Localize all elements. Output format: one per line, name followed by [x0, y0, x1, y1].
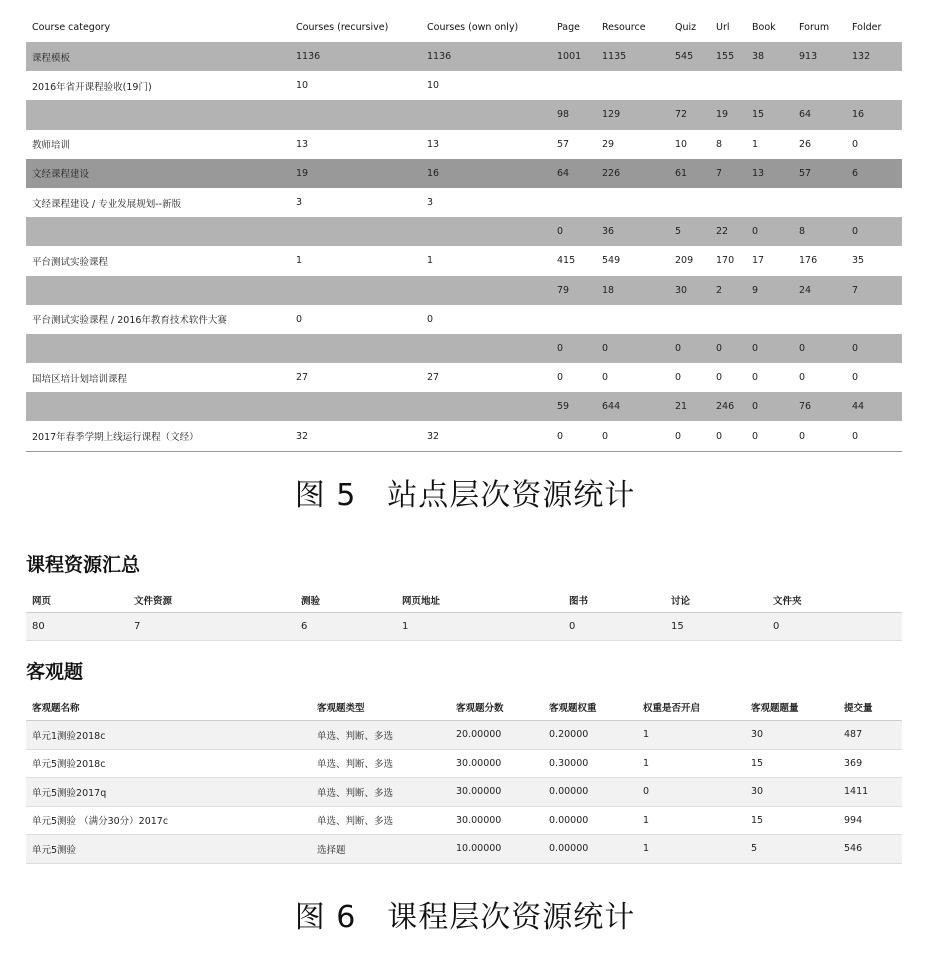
col-url[interactable]: Url [716, 21, 730, 33]
count-cell [290, 392, 421, 421]
question-value-cell: 0.00000 [543, 778, 637, 807]
count-cell: 57 [551, 130, 596, 159]
site-table-header [26, 12, 902, 42]
count-cell: 32 [290, 421, 421, 451]
count-cell [669, 71, 710, 100]
count-cell: 10 [669, 130, 710, 159]
count-cell: 0 [746, 363, 793, 392]
question-value-cell: 单选、判断、多选 [311, 806, 450, 835]
count-cell [421, 100, 551, 129]
col-folder[interactable]: Folder [852, 21, 882, 33]
count-cell [596, 305, 669, 334]
question-value-cell: 1 [637, 721, 745, 750]
question-value-cell: 0.00000 [543, 835, 637, 864]
count-cell: 176 [793, 246, 846, 275]
question-value-cell: 369 [838, 749, 902, 778]
category-name-cell: 教师培训 [26, 130, 290, 159]
count-cell: 0 [596, 334, 669, 363]
count-cell: 26 [793, 130, 846, 159]
table-row [26, 159, 902, 188]
count-cell: 549 [596, 246, 669, 275]
count-cell: 545 [669, 42, 710, 71]
table-row [26, 806, 902, 835]
count-cell: 1 [421, 246, 551, 275]
count-cell: 1136 [421, 42, 551, 71]
count-cell: 15 [746, 100, 793, 129]
count-cell: 1 [290, 246, 421, 275]
count-cell [421, 334, 551, 363]
question-value-cell: 30.00000 [450, 806, 543, 835]
count-cell: 0 [793, 363, 846, 392]
count-cell: 155 [710, 42, 746, 71]
count-cell: 0 [710, 421, 746, 451]
category-name-cell: 平台测试实验课程 / 2016年教育技术软件大赛 [26, 305, 290, 334]
col-quiz[interactable]: Quiz [675, 21, 697, 33]
count-cell: 913 [793, 42, 846, 71]
summary-cell: 6 [295, 613, 396, 641]
count-cell: 0 [793, 334, 846, 363]
figure-5-caption: 图 5 站点层次资源统计 [294, 478, 636, 513]
table-row [26, 363, 902, 392]
category-name-cell: 文经课程建设 / 专业发展规划--新版 [26, 188, 290, 217]
table-row [26, 334, 902, 363]
question-name-cell: 单元5测验 （满分30分）2017c [26, 806, 311, 835]
question-value-cell: 0.00000 [543, 806, 637, 835]
category-name-cell: 2017年春季学期上线运行课程（文经） [26, 421, 290, 451]
count-cell: 3 [290, 188, 421, 217]
question-value-cell: 1411 [838, 778, 902, 807]
count-cell [793, 188, 846, 217]
count-cell: 0 [746, 334, 793, 363]
count-cell: 8 [710, 130, 746, 159]
count-cell [710, 188, 746, 217]
col-folder: 文件夹 [767, 588, 902, 613]
count-cell: 2 [710, 276, 746, 305]
count-cell: 9 [746, 276, 793, 305]
count-cell: 0 [669, 421, 710, 451]
col-course-category[interactable]: Course category [32, 21, 111, 33]
question-value-cell: 0 [637, 778, 745, 807]
count-cell [551, 71, 596, 100]
count-cell [596, 188, 669, 217]
category-name-cell [26, 334, 290, 363]
count-cell: 59 [551, 392, 596, 421]
question-value-cell: 单选、判断、多选 [311, 721, 450, 750]
count-cell: 57 [793, 159, 846, 188]
count-cell [793, 71, 846, 100]
summary-cell: 1 [396, 613, 563, 641]
col-page[interactable]: Page [557, 21, 580, 33]
count-cell: 246 [710, 392, 746, 421]
question-value-cell: 1 [637, 835, 745, 864]
count-cell: 0 [846, 421, 902, 451]
figure-6-caption: 图 6 课程层次资源统计 [294, 900, 636, 935]
col-courses-own[interactable]: Courses (own only) [427, 21, 519, 33]
summary-cell: 0 [563, 613, 665, 641]
count-cell [290, 276, 421, 305]
question-value-cell: 单选、判断、多选 [311, 749, 450, 778]
count-cell: 415 [551, 246, 596, 275]
question-value-cell: 30.00000 [450, 749, 543, 778]
question-value-cell: 546 [838, 835, 902, 864]
count-cell: 16 [846, 100, 902, 129]
count-cell: 7 [846, 276, 902, 305]
count-cell: 1 [746, 130, 793, 159]
summary-cell: 80 [26, 613, 128, 641]
count-cell: 0 [746, 392, 793, 421]
question-value-cell: 487 [838, 721, 902, 750]
count-cell: 0 [551, 421, 596, 451]
col-question-score: 客观题分数 [450, 694, 543, 721]
question-name-cell: 单元5测验2018c [26, 749, 311, 778]
count-cell [551, 188, 596, 217]
count-cell: 64 [551, 159, 596, 188]
category-name-cell: 课程模板 [26, 42, 290, 71]
count-cell: 8 [793, 217, 846, 246]
count-cell [290, 334, 421, 363]
count-cell: 209 [669, 246, 710, 275]
count-cell: 36 [596, 217, 669, 246]
count-cell: 0 [846, 217, 902, 246]
col-question-name: 客观题名称 [26, 694, 311, 721]
count-cell: 17 [746, 246, 793, 275]
count-cell: 0 [846, 363, 902, 392]
count-cell: 0 [290, 305, 421, 334]
count-cell: 0 [846, 130, 902, 159]
count-cell: 29 [596, 130, 669, 159]
count-cell [551, 305, 596, 334]
question-value-cell: 5 [745, 835, 838, 864]
category-name-cell: 文经课程建设 [26, 159, 290, 188]
count-cell: 21 [669, 392, 710, 421]
count-cell [746, 188, 793, 217]
count-cell: 644 [596, 392, 669, 421]
count-cell [669, 305, 710, 334]
site-resource-table [26, 12, 902, 452]
count-cell: 0 [710, 334, 746, 363]
category-name-cell: 平台测试实验课程 [26, 246, 290, 275]
count-cell: 0 [551, 363, 596, 392]
question-value-cell: 选择题 [311, 835, 450, 864]
count-cell: 0 [596, 421, 669, 451]
count-cell: 0 [551, 217, 596, 246]
count-cell: 13 [290, 130, 421, 159]
summary-cell: 15 [665, 613, 767, 641]
count-cell: 0 [669, 334, 710, 363]
count-cell: 76 [793, 392, 846, 421]
resource-summary-table [26, 588, 902, 641]
table-row [26, 246, 902, 275]
count-cell: 0 [846, 334, 902, 363]
count-cell: 27 [421, 363, 551, 392]
count-cell [290, 217, 421, 246]
col-resource[interactable]: Resource [602, 21, 646, 33]
count-cell [846, 71, 902, 100]
table-row [26, 42, 902, 71]
category-name-cell [26, 276, 290, 305]
table-row [26, 835, 902, 864]
table-row [26, 749, 902, 778]
question-value-cell: 单选、判断、多选 [311, 778, 450, 807]
count-cell: 79 [551, 276, 596, 305]
col-courses-recursive[interactable]: Courses (recursive) [296, 21, 389, 33]
col-book[interactable]: Book [752, 21, 776, 33]
count-cell: 0 [421, 305, 551, 334]
count-cell: 38 [746, 42, 793, 71]
question-value-cell: 994 [838, 806, 902, 835]
table-row [26, 188, 902, 217]
count-cell: 132 [846, 42, 902, 71]
category-name-cell [26, 392, 290, 421]
count-cell: 19 [710, 100, 746, 129]
count-cell: 24 [793, 276, 846, 305]
table-row [26, 130, 902, 159]
table-row [26, 721, 902, 750]
question-name-cell: 单元5测验 [26, 835, 311, 864]
table-row [26, 217, 902, 246]
count-cell [421, 217, 551, 246]
count-cell [846, 188, 902, 217]
count-cell: 19 [290, 159, 421, 188]
question-value-cell: 30 [745, 721, 838, 750]
count-cell: 18 [596, 276, 669, 305]
table-row [26, 276, 902, 305]
table-row [26, 305, 902, 334]
col-question-type: 客观题类型 [311, 694, 450, 721]
question-value-cell: 0.30000 [543, 749, 637, 778]
category-name-cell [26, 217, 290, 246]
count-cell: 0 [710, 363, 746, 392]
count-cell: 170 [710, 246, 746, 275]
count-cell: 16 [421, 159, 551, 188]
col-question-weight: 客观题权重 [543, 694, 637, 721]
question-value-cell: 30 [745, 778, 838, 807]
count-cell: 30 [669, 276, 710, 305]
count-cell: 98 [551, 100, 596, 129]
summary-cell: 0 [767, 613, 902, 641]
count-cell [421, 392, 551, 421]
col-file-resource: 文件资源 [128, 588, 295, 613]
objective-table-header [26, 694, 902, 721]
col-weight-enabled: 权重是否开启 [637, 694, 745, 721]
question-value-cell: 15 [745, 749, 838, 778]
count-cell: 13 [421, 130, 551, 159]
count-cell: 10 [290, 71, 421, 100]
count-cell: 129 [596, 100, 669, 129]
question-value-cell: 10.00000 [450, 835, 543, 864]
question-name-cell: 单元5测验2017q [26, 778, 311, 807]
question-value-cell: 20.00000 [450, 721, 543, 750]
category-name-cell: 国培区培计划培训课程 [26, 363, 290, 392]
count-cell: 3 [421, 188, 551, 217]
count-cell: 64 [793, 100, 846, 129]
question-value-cell: 1 [637, 749, 745, 778]
section-title-objective-questions: 客观题 [26, 661, 84, 683]
count-cell [290, 100, 421, 129]
col-book: 图书 [563, 588, 665, 613]
table-row [26, 100, 902, 129]
question-value-cell: 0.20000 [543, 721, 637, 750]
count-cell: 1001 [551, 42, 596, 71]
count-cell: 10 [421, 71, 551, 100]
count-cell [710, 305, 746, 334]
count-cell: 0 [746, 217, 793, 246]
count-cell [710, 71, 746, 100]
count-cell: 1136 [290, 42, 421, 71]
count-cell: 0 [746, 421, 793, 451]
question-value-cell: 15 [745, 806, 838, 835]
count-cell [596, 71, 669, 100]
count-cell [846, 305, 902, 334]
section-title-resource-summary: 课程资源汇总 [26, 554, 141, 576]
count-cell: 0 [551, 334, 596, 363]
count-cell: 27 [290, 363, 421, 392]
count-cell: 35 [846, 246, 902, 275]
question-name-cell: 单元1测验2018c [26, 721, 311, 750]
col-url: 网页地址 [396, 588, 563, 613]
col-question-count: 客观题题量 [745, 694, 838, 721]
count-cell [669, 188, 710, 217]
col-webpage: 网页 [26, 588, 128, 613]
col-quiz: 测验 [295, 588, 396, 613]
category-name-cell [26, 100, 290, 129]
count-cell: 6 [846, 159, 902, 188]
count-cell: 13 [746, 159, 793, 188]
count-cell [793, 305, 846, 334]
question-value-cell: 30.00000 [450, 778, 543, 807]
count-cell: 0 [793, 421, 846, 451]
count-cell [746, 305, 793, 334]
summary-table-header [26, 588, 902, 613]
count-cell: 5 [669, 217, 710, 246]
table-row [26, 421, 902, 451]
col-submissions: 提交量 [838, 694, 902, 721]
count-cell: 72 [669, 100, 710, 129]
table-row [26, 71, 902, 100]
col-discussion: 讨论 [665, 588, 767, 613]
category-name-cell: 2016年省开课程验收(19门) [26, 71, 290, 100]
count-cell: 32 [421, 421, 551, 451]
count-cell: 1135 [596, 42, 669, 71]
count-cell: 61 [669, 159, 710, 188]
count-cell [746, 71, 793, 100]
count-cell: 7 [710, 159, 746, 188]
summary-cell: 7 [128, 613, 295, 641]
table-row [26, 778, 902, 807]
col-forum[interactable]: Forum [799, 21, 830, 33]
count-cell [421, 276, 551, 305]
objective-question-table [26, 694, 902, 864]
count-cell: 0 [596, 363, 669, 392]
count-cell: 44 [846, 392, 902, 421]
count-cell: 22 [710, 217, 746, 246]
count-cell: 226 [596, 159, 669, 188]
table-row [26, 392, 902, 421]
question-value-cell: 1 [637, 806, 745, 835]
count-cell: 0 [669, 363, 710, 392]
table-row [26, 613, 902, 641]
